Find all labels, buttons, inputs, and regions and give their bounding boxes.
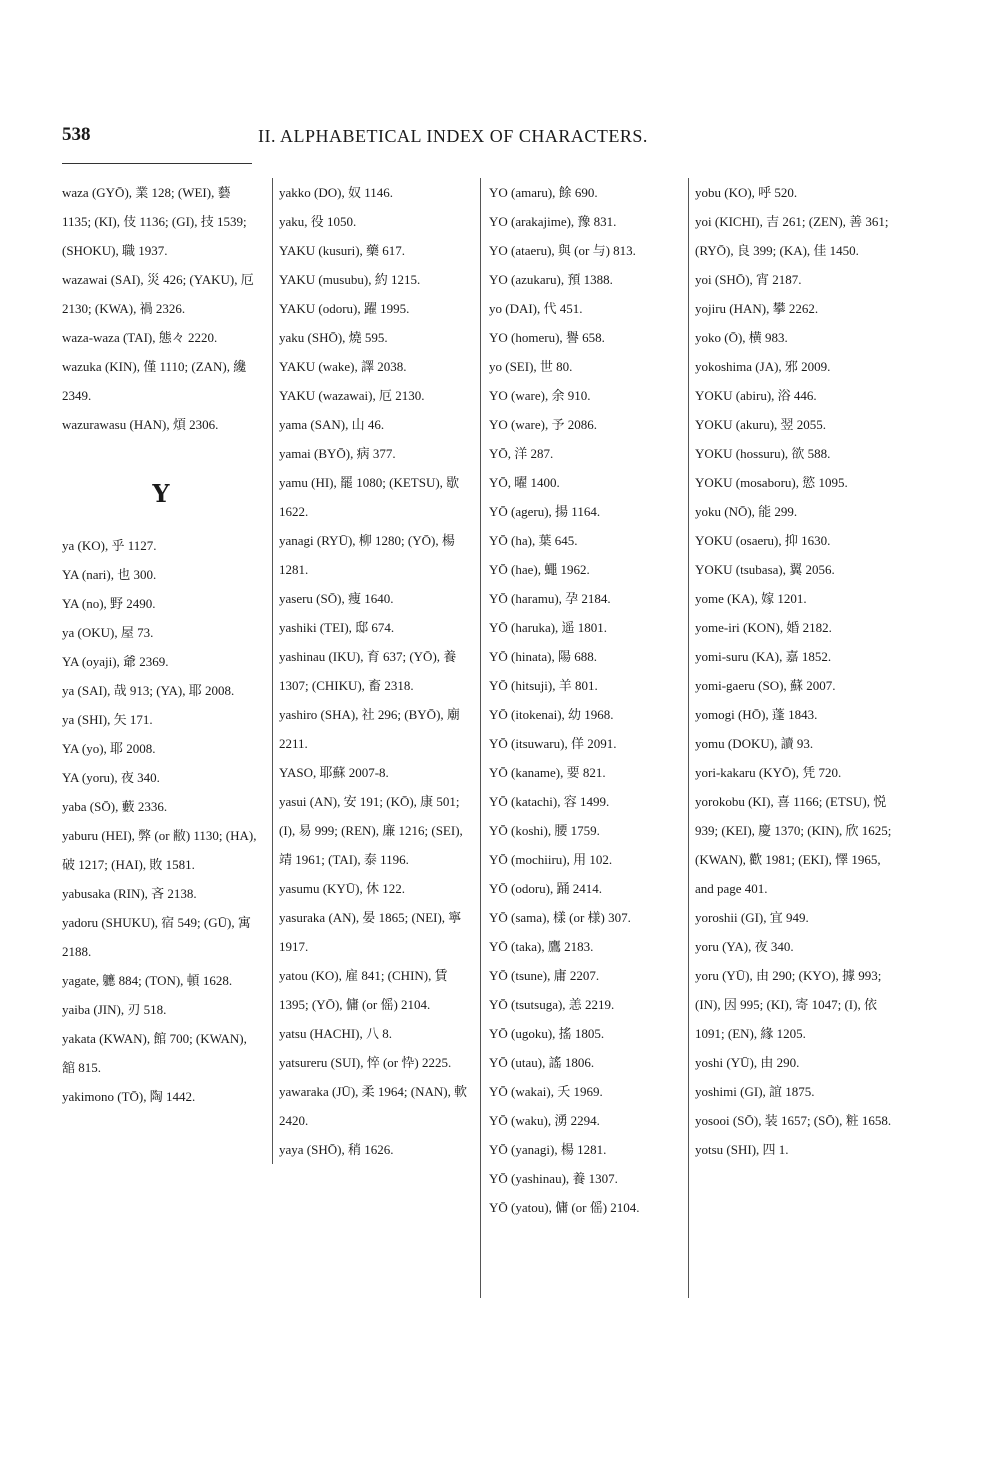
index-entry: yaya (SHŌ), 稍 1626. bbox=[279, 1142, 394, 1157]
index-column-2 bbox=[272, 178, 471, 1164]
index-entry: YŌ (ugoku), 搖 1805. bbox=[489, 1026, 605, 1041]
index-entry: yokoshima (JA), 邪 2009. bbox=[695, 359, 831, 374]
index-entry: yatsu (HACHI), 八 8. bbox=[279, 1026, 393, 1041]
index-entry: ya (OKU), 屋 73. bbox=[62, 625, 154, 640]
index-entry: YŌ (waku), 湧 2294. bbox=[489, 1113, 600, 1128]
index-entry: YO (ware), 予 2086. bbox=[489, 417, 597, 432]
index-entry: yome (KA), 嫁 1201. bbox=[695, 591, 807, 606]
index-entry: YO (arakajime), 豫 831. bbox=[489, 214, 617, 229]
index-entry: YA (no), 野 2490. bbox=[62, 596, 156, 611]
index-entry: YA (oyaji), 爺 2369. bbox=[62, 654, 169, 669]
index-entry: YAKU (wazawai), 厄 2130. bbox=[279, 388, 425, 403]
index-entry: YŌ (utau), 謠 1806. bbox=[489, 1055, 595, 1070]
page-number: 538 bbox=[62, 124, 91, 145]
index-entry: yotsu (SHI), 四 1. bbox=[695, 1142, 789, 1157]
index-entry: yashiro (SHA), 社 296; (BYŌ), 廟 2211. bbox=[279, 707, 460, 751]
index-entry: YOKU (abiru), 浴 446. bbox=[695, 388, 817, 403]
index-entry: YOKU (mosaboru), 慾 1095. bbox=[695, 475, 848, 490]
index-entry: YASO, 耶蘇 2007-8. bbox=[279, 765, 389, 780]
index-entry: yasuraka (AN), 晏 1865; (NEI), 寧 1917. bbox=[279, 910, 462, 954]
index-entry: YOKU (tsubasa), 翼 2056. bbox=[695, 562, 835, 577]
index-entry: yoroshii (GI), 宜 949. bbox=[695, 910, 809, 925]
index-entry: yatou (KO), 雇 841; (CHIN), 賃 1395; (YŌ), 傭 (or 傜) 2104. bbox=[279, 968, 448, 1012]
index-entry: YAKU (odoru), 躍 1995. bbox=[279, 301, 410, 316]
running-title: II. ALPHABETICAL INDEX OF CHARACTERS. bbox=[258, 126, 648, 146]
index-entry: yamai (BYŌ), 病 377. bbox=[279, 446, 396, 461]
index-entry: YŌ (itsuwaru), 佯 2091. bbox=[489, 736, 617, 751]
index-entry: YŌ (yanagi), 楊 1281. bbox=[489, 1142, 607, 1157]
index-entry: yori-kakaru (KYŌ), 凭 720. bbox=[695, 765, 842, 780]
index-entry: YŌ (tsutsuga), 恙 2219. bbox=[489, 997, 615, 1012]
index-entry: YŌ (ha), 葉 645. bbox=[489, 533, 578, 548]
index-entry: YŌ (taka), 鷹 2183. bbox=[489, 939, 594, 954]
index-entry: YŌ (yashinau), 養 1307. bbox=[489, 1171, 618, 1186]
index-column-1 bbox=[62, 178, 260, 1111]
index-entry: yaiba (JIN), 刃 518. bbox=[62, 1002, 167, 1017]
index-entry: yoshi (YŪ), 由 290. bbox=[695, 1055, 800, 1070]
index-entry: YOKU (osaeru), 抑 1630. bbox=[695, 533, 831, 548]
index-entry: yoku (NŌ), 能 299. bbox=[695, 504, 798, 519]
index-entry: YAKU (wake), 譯 2038. bbox=[279, 359, 407, 374]
index-entry: YA (nari), 也 300. bbox=[62, 567, 157, 582]
index-entry: yoi (SHŌ), 宵 2187. bbox=[695, 272, 802, 287]
index-entry: YŌ (tsune), 庸 2207. bbox=[489, 968, 600, 983]
index-entry: yomogi (HŌ), 蓬 1843. bbox=[695, 707, 818, 722]
index-entry: YO (ware), 余 910. bbox=[489, 388, 591, 403]
index-entry: waza (GYŌ), 業 128; (WEI), 藝 1135; (KI), 伎 1136; (GI), 技 1539; (SHOKU), 職 1937. bbox=[62, 185, 247, 258]
index-entry: yatsureru (SUI), 悴 (or 忰) 2225. bbox=[279, 1055, 452, 1070]
index-entry: YŌ (hitsuji), 羊 801. bbox=[489, 678, 598, 693]
index-entry: yabusaka (RIN), 吝 2138. bbox=[62, 886, 197, 901]
index-entry: YŌ (itokenai), 幼 1968. bbox=[489, 707, 614, 722]
index-entry: yo (SEI), 世 80. bbox=[489, 359, 573, 374]
index-entry: yasumu (KYŪ), 休 122. bbox=[279, 881, 406, 896]
running-header bbox=[62, 124, 942, 154]
index-entry: wazuka (KIN), 僅 1110; (ZAN), 纔 2349. bbox=[62, 359, 247, 403]
index-entry: yakko (DO), 奴 1146. bbox=[279, 185, 393, 200]
index-entry: YA (yo), 耶 2008. bbox=[62, 741, 156, 756]
index-entry: yobu (KO), 呼 520. bbox=[695, 185, 798, 200]
index-entry: yama (SAN), 山 46. bbox=[279, 417, 385, 432]
index-entry: yoi (KICHI), 吉 261; (ZEN), 善 361; (RYŌ), 良 399; (KA), 佳 1450. bbox=[695, 214, 889, 258]
index-entry: YŌ (haramu), 孕 2184. bbox=[489, 591, 611, 606]
index-entry: YO (homeru), 譽 658. bbox=[489, 330, 605, 345]
index-entry: yaseru (SŌ), 痩 1640. bbox=[279, 591, 394, 606]
index-entry: YŌ, 洋 287. bbox=[489, 446, 554, 461]
index-entry: YAKU (kusuri), 藥 617. bbox=[279, 243, 406, 258]
index-entry: YŌ (kaname), 要 821. bbox=[489, 765, 606, 780]
header-rule bbox=[62, 163, 252, 164]
index-entry: YO (ataeru), 與 (or 与) 813. bbox=[489, 243, 636, 258]
index-entry: YO (amaru), 餘 690. bbox=[489, 185, 598, 200]
index-entry: YŌ (odoru), 踊 2414. bbox=[489, 881, 603, 896]
index-column-4 bbox=[688, 178, 895, 1298]
index-entry: yomi-suru (KA), 嘉 1852. bbox=[695, 649, 832, 664]
index-entry: YŌ (katachi), 容 1499. bbox=[489, 794, 610, 809]
index-entry: yoru (YŪ), 由 290; (KYO), 據 993; (IN), 因 995; (KI), 寄 1047; (I), 依 1091; (EN), 緣 1205. bbox=[695, 968, 882, 1041]
index-entry: yaba (SŌ), 藪 2336. bbox=[62, 799, 168, 814]
index-entry: YŌ (hae), 蠅 1962. bbox=[489, 562, 590, 577]
index-entry: yomu (DOKU), 讀 93. bbox=[695, 736, 814, 751]
index-column-3 bbox=[480, 178, 685, 1298]
index-entry: yakata (KWAN), 館 700; (KWAN), 舘 815. bbox=[62, 1031, 247, 1075]
index-entry: wazurawasu (HAN), 煩 2306. bbox=[62, 417, 219, 432]
section-letter: Y bbox=[152, 479, 170, 508]
index-entry: YŌ (sama), 樣 (or 様) 307. bbox=[489, 910, 631, 925]
index-entry: YŌ (mochiiru), 用 102. bbox=[489, 852, 613, 867]
index-entry: yagate, 軈 884; (TON), 頓 1628. bbox=[62, 973, 233, 988]
index-entry: YAKU (musubu), 約 1215. bbox=[279, 272, 421, 287]
index-entry: yojiru (HAN), 攀 2262. bbox=[695, 301, 819, 316]
index-entry: YOKU (hossuru), 欲 588. bbox=[695, 446, 831, 461]
column-1-entries-after bbox=[62, 531, 260, 1111]
index-entry: YŌ (koshi), 腰 1759. bbox=[489, 823, 600, 838]
index-entry: yashiki (TEI), 邸 674. bbox=[279, 620, 395, 635]
index-entry: yaku, 役 1050. bbox=[279, 214, 357, 229]
index-entry: YŌ (haruka), 遥 1801. bbox=[489, 620, 608, 635]
index-entry: YOKU (akuru), 翌 2055. bbox=[695, 417, 827, 432]
index-entry: YA (yoru), 夜 340. bbox=[62, 770, 160, 785]
index-entry: YŌ (wakai), 夭 1969. bbox=[489, 1084, 603, 1099]
index-entry: yoshimi (GI), 誼 1875. bbox=[695, 1084, 815, 1099]
index-entry: yo (DAI), 代 451. bbox=[489, 301, 583, 316]
index-entry: yorokobu (KI), 喜 1166; (ETSU), 悦 939; (KEI), 慶 1370; (KIN), 欣 1625; (KWAN), 歡 1981; (EKI), 懌 1965, and page 401. bbox=[695, 794, 892, 896]
index-entry: yoru (YA), 夜 340. bbox=[695, 939, 794, 954]
index-entry: wazawai (SAI), 災 426; (YAKU), 厄 2130; (KWA), 禍 2326. bbox=[62, 272, 254, 316]
index-entry: yashinau (IKU), 育 637; (YŌ), 養 1307; (CHIKU), 畜 2318. bbox=[279, 649, 457, 693]
index-entry: ya (SHI), 矢 171. bbox=[62, 712, 153, 727]
index-entry: YŌ (yatou), 傭 (or 傜) 2104. bbox=[489, 1200, 640, 1215]
index-entry: yakimono (TŌ), 陶 1442. bbox=[62, 1089, 196, 1104]
index-entry: YŌ (hinata), 陽 688. bbox=[489, 649, 597, 664]
index-entry: yasui (AN), 安 191; (KŌ), 康 501; (I), 易 999; (REN), 廉 1216; (SEI), 靖 1961; (TAI), 泰 1196. bbox=[279, 794, 463, 867]
index-entry: waza-waza (TAI), 態々 2220. bbox=[62, 330, 218, 345]
index-entry: YŌ (ageru), 揚 1164. bbox=[489, 504, 601, 519]
index-entry: yamu (HI), 罷 1080; (KETSU), 歇 1622. bbox=[279, 475, 460, 519]
index-entry: yome-iri (KON), 婚 2182. bbox=[695, 620, 832, 635]
index-entry: ya (SAI), 哉 913; (YA), 耶 2008. bbox=[62, 683, 235, 698]
column-1-entries-before bbox=[62, 178, 260, 439]
index-entry: ya (KO), 乎 1127. bbox=[62, 538, 157, 553]
index-entry: yoko (Ō), 横 983. bbox=[695, 330, 788, 345]
index-entry: yawaraka (JŪ), 柔 1964; (NAN), 軟 2420. bbox=[279, 1084, 468, 1128]
index-entry: YO (azukaru), 預 1388. bbox=[489, 272, 613, 287]
index-entry: YŌ, 曜 1400. bbox=[489, 475, 560, 490]
index-entry: yaku (SHŌ), 燒 595. bbox=[279, 330, 388, 345]
index-entry: yomi-gaeru (SO), 蘇 2007. bbox=[695, 678, 836, 693]
index-entry: yanagi (RYŪ), 柳 1280; (YŌ), 楊 1281. bbox=[279, 533, 455, 577]
index-entry: yadoru (SHUKU), 宿 549; (GŪ), 寓 2188. bbox=[62, 915, 251, 959]
index-entry: yaburu (HEI), 弊 (or 敝) 1130; (HA), 破 1217; (HAI), 敗 1581. bbox=[62, 828, 257, 872]
index-entry: yosooi (SŌ), 装 1657; (SŌ), 粧 1658. bbox=[695, 1113, 892, 1128]
